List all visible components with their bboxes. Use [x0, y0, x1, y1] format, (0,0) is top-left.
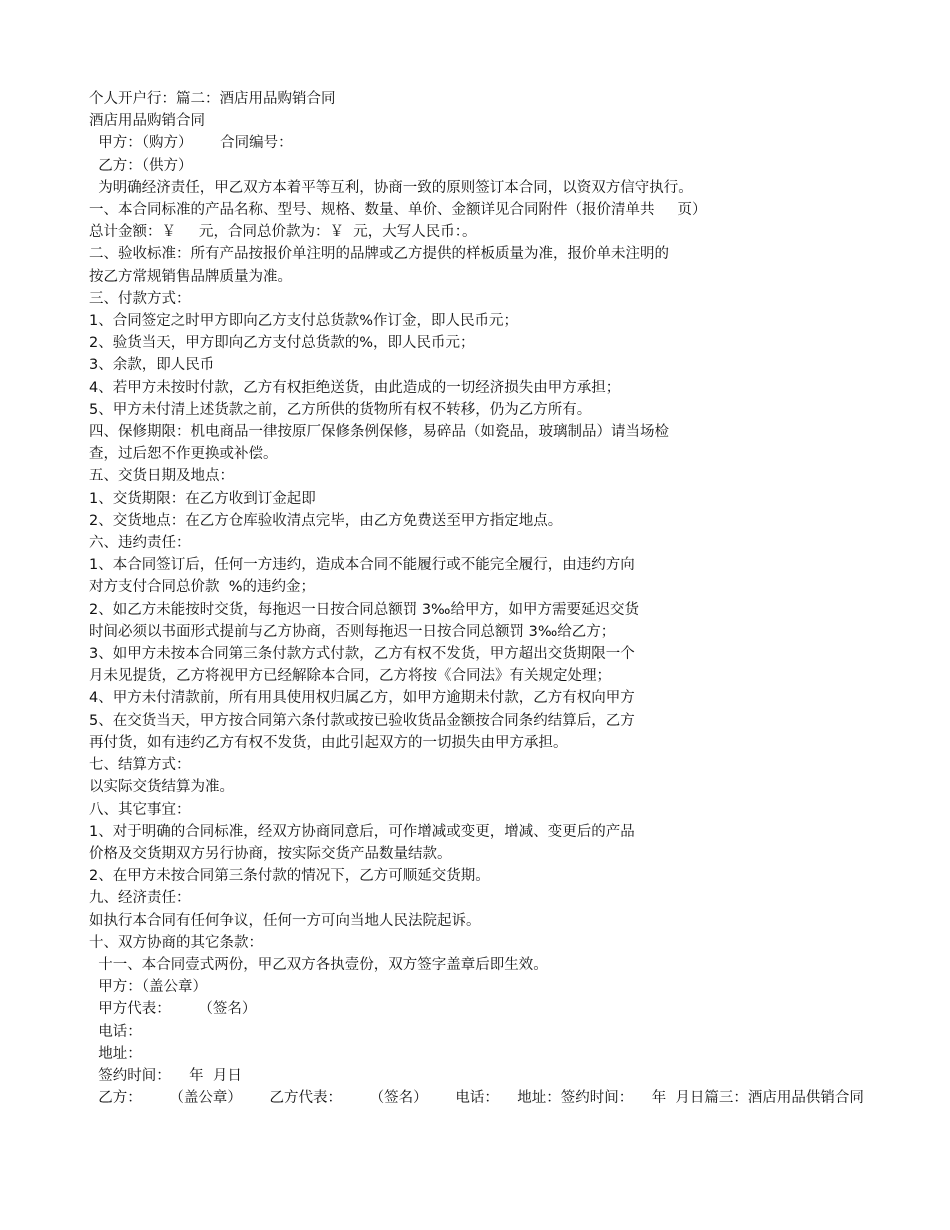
clause-8-item-cont: 价格及交货期双方另行协商，按实际交货产品数量结款。: [89, 845, 452, 862]
signature-party-a: 甲方：（盖公章）: [89, 979, 207, 996]
clause-10-heading: 十、双方协商的其它条款：: [89, 934, 263, 951]
clause-6-item: 3、如甲方未按本合同第三条付款方式付款，乙方有权不发货，甲方超出交货期限一个: [89, 646, 635, 663]
signature-address: 地址：: [89, 1045, 142, 1062]
signature-phone: 电话：: [89, 1023, 142, 1040]
clause-6-item-cont: 对方支付合同总价款 %的违约金；: [89, 579, 315, 596]
clause-6-item-cont: 时间必须以书面形式提前与乙方协商，否则每拖迟一日按合同总额罚 3‰给乙方；: [89, 623, 616, 640]
clause-5-item: 1、交货期限：在乙方收到订金起即: [89, 490, 316, 507]
clause-7-body: 以实际交货结算为准。: [89, 779, 234, 796]
clause-3-item: 5、甲方未付清上述货款之前，乙方所供的货物所有权不转移，仍为乙方所有。: [89, 401, 592, 418]
signature-party-b: 乙方： （盖公章） 乙方代表： （签名） 电话： 地址：签约时间： 年 月日篇三：酒店用品供销合同: [89, 1090, 864, 1107]
clause-6-item: 4、甲方未付清款前，所有用具使用权归属乙方，如甲方逾期未付款，乙方有权向甲方: [89, 690, 635, 707]
clause-6-item: 1、本合同签订后，任何一方违约，造成本合同不能履行或不能完全履行，由违约方向: [89, 557, 635, 574]
party-b-line: 乙方：（供方）: [89, 157, 193, 174]
clause-6-item-cont: 再付货，如有违约乙方有权不发货，由此引起双方的一切损失由甲方承担。: [89, 734, 568, 751]
clause-8-heading: 八、其它事宜：: [89, 801, 191, 818]
signature-party-a-rep: 甲方代表： （签名）: [89, 1001, 257, 1018]
signature-date: 签约时间： 年 月日: [89, 1067, 242, 1084]
clause-9-body: 如执行本合同有任何争议，任何一方可向当地人民法院起诉。: [89, 912, 481, 929]
clause-6-item-cont: 月未见提货，乙方将视甲方已经解除本合同，乙方将按《合同法》有关规定处理；: [89, 668, 611, 685]
clause-3-item: 3、余款，即人民币: [89, 357, 215, 374]
preamble: 为明确经济责任，甲乙双方本着平等互利，协商一致的原则签订本合同，以资双方信守执行。: [89, 179, 693, 196]
clause-3-item: 4、若甲方未按时付款，乙方有权拒绝送货，由此造成的一切经济损失由甲方承担；: [89, 379, 621, 396]
clause-1: 一、本合同标准的产品名称、型号、规格、数量、单价、金额详见合同附件（报价清单共 页）: [89, 202, 707, 219]
clause-5-item: 2、交货地点：在乙方仓库验收清点完毕，由乙方免费送至甲方指定地点。: [89, 512, 563, 529]
clause-4: 四、保修期限：机电商品一律按原厂保修条例保修，易碎品（如瓷品，玻璃制品）请当场检: [89, 424, 669, 441]
text-line: 个人开户行：篇二：酒店用品购销合同: [89, 91, 336, 107]
clause-6-item: 5、在交货当天，甲方按合同第六条付款或按已验收货品金额按合同条约结算后，乙方: [89, 712, 635, 729]
document-title: 酒店用品购销合同: [89, 113, 205, 130]
party-a-line: 甲方：（购方） 合同编号：: [89, 135, 293, 152]
clause-8-item: 2、在甲方未按合同第三条付款的情况下，乙方可顺延交货期。: [89, 868, 490, 885]
clause-3-heading: 三、付款方式：: [89, 290, 191, 307]
clause-3-item: 2、验货当天，甲方即向乙方支付总货款的%，即人民币元；: [89, 335, 475, 352]
clause-9-heading: 九、经济责任：: [89, 890, 191, 907]
clause-6-heading: 六、违约责任：: [89, 535, 191, 552]
clause-11: 十一、本合同壹式两份，甲乙双方各执壹份，双方签字盖章后即生效。: [89, 956, 548, 973]
total-amount: 总计金额：￥ 元，合同总价款为：￥ 元，大写人民币：。: [89, 224, 477, 241]
clause-2: 二、验收标准：所有产品按报价单注明的品牌或乙方提供的样板质量为准，报价单未注明的: [89, 246, 669, 263]
clause-6-item: 2、如乙方未能按时交货，每拖迟一日按合同总额罚 3‰给甲方，如甲方需要延迟交货: [89, 601, 640, 618]
clause-7-heading: 七、结算方式：: [89, 757, 191, 774]
document-body: [89, 88, 869, 1109]
clause-3-item: 1、合同签定之时甲方即向乙方支付总货款%作订金，即人民币元；: [89, 313, 519, 330]
clause-5-heading: 五、交货日期及地点：: [89, 468, 234, 485]
clause-4-cont: 查，过后恕不作更换或补偿。: [89, 446, 278, 463]
clause-8-item: 1、对于明确的合同标准，经双方协商同意后，可作增减或变更，增减、变更后的产品: [89, 823, 635, 840]
clause-2-cont: 按乙方常规销售品牌质量为准。: [89, 268, 292, 285]
